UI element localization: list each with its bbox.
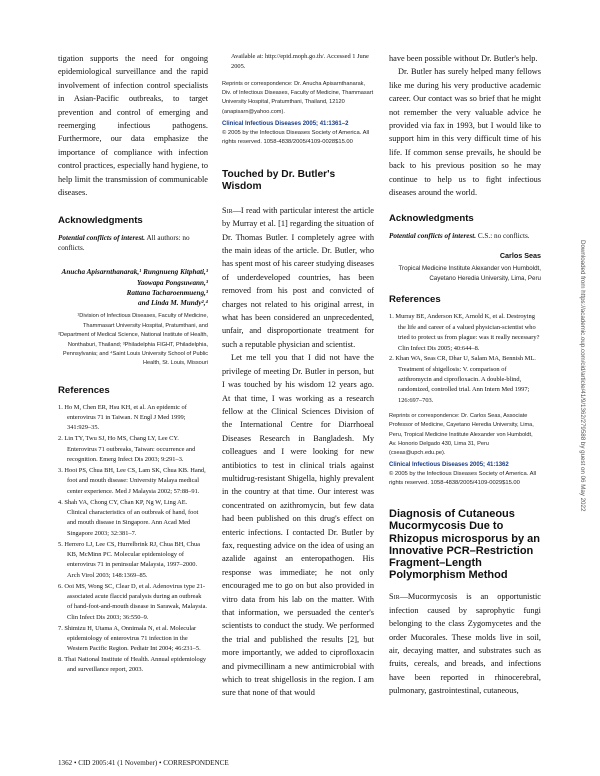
reference-item: 4. Shah VA, Chong CY, Chan KP, Ng W, Ling AE. Clinical characteristics of an outbreak of hand, foot and mouth disease in Singapore. Ann Acad Med Singapore 2003; 32:381–7. — [58, 498, 199, 537]
citation-line — [389, 461, 541, 488]
correspondence-note: Reprints or correspondence: Dr. Anucha Apisarnthanarak, Div. of Infectious Diseases, Faculty of Medicine, Thammasart University Hospital, Pratumthani, Thailand, 12120 (anapisarn@yahoo.com). — [222, 81, 374, 115]
author-line: Rattana Tacharoenmueng,³ — [126, 288, 208, 297]
coi-label: Potential conflicts of interest. — [58, 234, 146, 243]
column-right — [389, 52, 541, 698]
letter-paragraph: have been possible without Dr. Butler's help. — [389, 54, 538, 63]
paragraph-text: —Mucormycosis is an opportunistic infection caused by saprophytic fungi belonging to the class Zygomycetes and the order Mucorales. These molds live in soil, air, decaying matter, and substrates such as fruits, cereals, and breads, and infections have been reported in rhinocerebral, pulmonary, gastrointestinal, cutaneous, — [389, 592, 541, 696]
references-heading: References — [389, 294, 441, 306]
author-name — [389, 251, 541, 261]
ack-heading: Acknowledgments — [389, 213, 474, 225]
journal-citation: Clinical Infectious Diseases 2005; 41:1361–2 — [222, 120, 349, 127]
references-heading: References — [58, 384, 110, 396]
author-line: and Linda M. Mundy²,⁴ — [138, 299, 208, 308]
reference-item: 3. Hooi PS, Chua BH, Lee CS, Lam SK, Chua KB. Hand, foot and mouth disease: University Malaya medical center experience. Med J Malaysia 2002; 57:88–91. — [58, 466, 206, 495]
reference-item: 2. Lin TY, Twu SJ, Ho MS, Chang LY, Lee CY. Enterovirus 71 outbreaks, Taiwan: occurrence and recognition. Emerg Infect Dis 2003; 9:291–3. — [58, 435, 196, 464]
letter-body — [389, 590, 541, 697]
letter-paragraph: Let me tell you that I did not have the privilege of meeting Dr. Butler in person, but I was touched by his wisdom 12 years ago. At that time, I was working as a research fellow at the Clinical Sciences Division of the International Centre for Diarrhoeal Diseases Research in Bangladesh. My colleagues and I were looking for new antibiotics to test in clinical trials against multidrug-resistant Shigella, highly prevalent in the country at that time. Our interest was concentrated on azithromycin, but few data had been published on this drug's effect on enteric infections. I contacted Dr. Butler by fax, requesting advice on the idea of using an azalide against an enteropathogen. His response was immediate; he not only encouraged me to go on but also provided in vitro data from his lab on the matter. With that information, we persuaded the center's scientists to conduct the study. We performed the trial and published the results [2], but more importantly, we added to ciprofloxacin and pivmecillinam a new antimicrobial with which to treat shigellosis in the region. I am sure that none of that would — [222, 353, 374, 698]
reference-item: 6. Ooi MS, Wong SC, Clear D, et al. Adenovirus type 21-associated acute flaccid paralysis during an outbreak of hand-foot-and-mouth disease in Sarawak, Malaysia. Clin Infect Dis 2003; 36:550–9. — [58, 582, 208, 621]
correspondence-note: Reprints or correspondence: Dr. Carlos Seas, Associate Professor of Medicine, Cayetano Heredia University, Lima, Peru, Tropical Medicine Institute Alexander von Humboldt, Av. Honorio Delgado 430, Lima 31, Peru (cseas@upch.edu.pe). — [389, 413, 534, 456]
download-note: Downloaded from https://academic.oup.com/cid/article/41/9/1362/279588 by guest on 06 May 2022 — [579, 240, 586, 512]
reference-continuation: Available at: http://epid.moph.go.th/. Accessed 1 June 2005. — [231, 53, 369, 70]
copyright-note: © 2005 by the Infectious Diseases Society of America. All rights reserved. 1058-4838/2005/4109-0029$15.00 — [389, 471, 537, 487]
reference-list — [58, 403, 208, 676]
author-line: Anucha Apisarnthanarak,¹ Rungnueng Kitphati,³ — [61, 268, 208, 277]
letter-title: Touched by Dr. Butler's Wisdom — [222, 168, 336, 193]
salutation: Sir — [389, 592, 400, 602]
author-affiliation: Tropical Medicine Institute Alexander von Humboldt, Cayetano Heredia University, Lima, Peru — [398, 265, 541, 283]
reference-item: 1. Ho M, Chen ER, Hsu KH, et al. An epidemic of enterovirus 71 in Taiwan. N Engl J Med 1999; 341:929–35. — [58, 403, 187, 432]
reference-item: 1. Murray BE, Anderson KE, Arnold K, et al. Destroying the life and career of a valued physician-scientist who tried to protect us from plague: was it really necessary? Clin Infect Dis 2005; 40:644–8. — [389, 313, 540, 352]
letter-paragraph: Dr. Butler has surely helped many fellows like me during his very productive academic career. Our contact was so brief that he might not remember the very valuable advice he provided via fax in 1993, but I would like to support him in this very difficult time of his life. If common sense prevails, he should be back to his previous position so he may continue to help us to fight infectious diseases around the world. — [389, 67, 541, 198]
letter-paragraph — [222, 204, 374, 351]
column-left — [58, 52, 208, 676]
letter-title: Diagnosis of Cutaneous Mucormycosis Due to Rhizopus microsporus by an Innovative PCR–Restriction Fragment–Length Polymorphism Method — [389, 508, 540, 582]
author-list — [58, 267, 208, 308]
reference-item: 2. Khan WA, Seas CR, Dhar U, Salam MA, Bennish ML. Treatment of shigellosis: V. comparison of azithromycin and ciprofloxacin. A double-blind, randomized, controlled trial. Ann Intern Med 1997; 126:697–703. — [389, 355, 536, 404]
coi-text: C.S.: no conflicts. — [476, 232, 530, 241]
author-line: Yaowapa Pongsuwann,³ — [137, 278, 208, 287]
page-footer: 1362 • CID 2005:41 (1 November) • CORRESPONDENCE — [58, 759, 229, 767]
download-watermark — [577, 240, 587, 590]
intro-paragraph: tigation supports the need for ongoing epidemiological surveillance and the rapid involvement of infection control specialists in Asian-Pacific outbreaks, to target prevention and control of emerging and reemerging infectious pathogens. Furthermore, our data emphasize the importance of compliance with infection control practices, especially hand hygiene, to help limit the transmission of communicable diseases. — [58, 54, 208, 198]
affiliations: ¹Division of Infectious Diseases, Faculty of Medicine, Thammasart University Hospital, Pratumthani, and ²Department of Medical Science, National Institute of Health, Nonthaburi, Thailand; ³Philadelphia FIGHT, Philadelphia, Pennsylvania; and ⁴Saint Louis University School of Public Health, St. Louis, Missouri — [58, 313, 208, 367]
copyright-note: © 2005 by the Infectious Diseases Society of America. All rights reserved. 1058-4838/2005/4109-0028$15.00 — [222, 129, 370, 145]
ack-heading: Acknowledgments — [58, 215, 143, 227]
journal-citation: Clinical Infectious Diseases 2005; 41:1362 — [389, 462, 509, 469]
salutation: Sir — [222, 205, 233, 215]
letter-body — [222, 204, 374, 700]
paragraph-text: —I read with particular interest the article by Murray et al. [1] regarding the situation of Dr. Thomas Butler. I completely agree with the main ideas of the article. Dr. Butler, who has spent most of his career studying diseases of underdeveloped countries, has been removed from his post and convicted of charges not related to his original arrest, in what has been considered an unprecedented, unfair, and disproportionate treatment for such a reputable physician and scientist. — [222, 205, 374, 349]
coi-statement — [58, 233, 208, 253]
reference-item: 7. Shimizu H, Utama A, Onnimala N, et al. Molecular epidemiology of enterovirus 71 infection in the Western Pacific Region. Pediatr Int 2004; 46:231–5. — [58, 624, 201, 653]
citation-line — [222, 120, 374, 147]
column-middle — [222, 52, 374, 700]
coi-statement — [389, 231, 541, 241]
coi-text: All authors: no conflicts. — [58, 234, 190, 253]
reference-list — [389, 312, 541, 406]
letter-body-cont — [389, 52, 541, 199]
author-name-text: Carlos Seas — [499, 251, 541, 261]
reference-item: 8. Thai National Institute of Health. Annual epidemiology and surveillance report, 2003. — [58, 656, 207, 674]
coi-label: Potential conflicts of interest. — [389, 232, 477, 241]
reference-item: 5. Herrero LJ, Lee CS, Hurrelbrink RJ, Chua BH, Chua KB, McMinn PC. Molecular epidemiology of enterovirus 71 in peninsular Malaysia, 1997–2000. Arch Virol 2003; 148:1369–85. — [58, 540, 200, 579]
letter-paragraph — [389, 590, 541, 697]
